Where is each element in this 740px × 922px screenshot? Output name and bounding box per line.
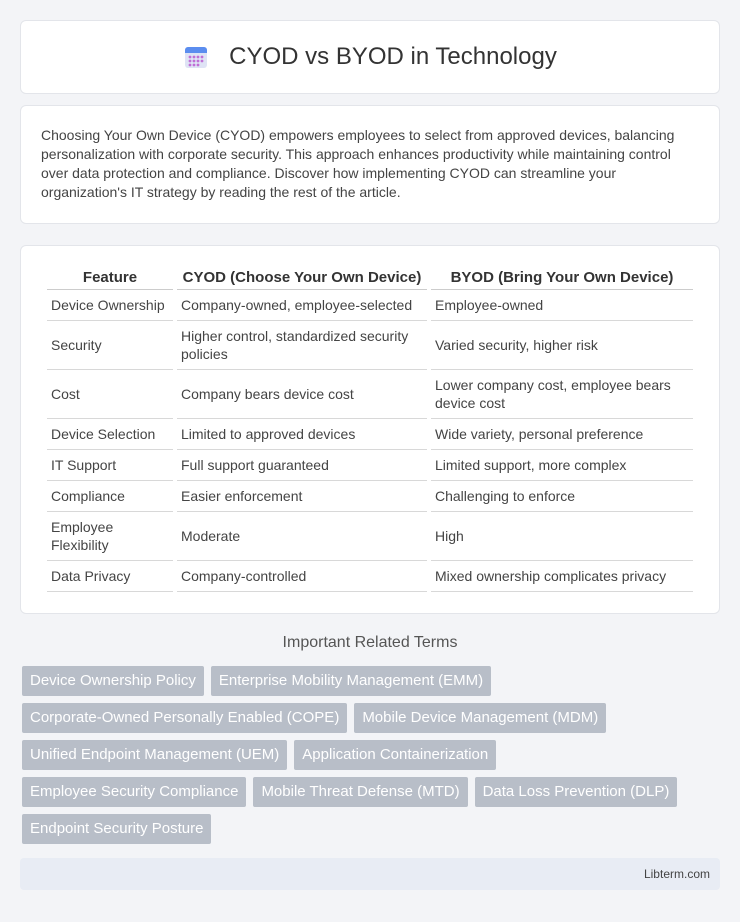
comparison-table bbox=[43, 266, 697, 592]
table-cell: Full support guaranteed bbox=[177, 450, 427, 481]
table-row bbox=[47, 450, 693, 481]
table-cell: Employee-owned bbox=[431, 290, 693, 321]
related-term-tag[interactable]: Corporate-Owned Personally Enabled (COPE) bbox=[22, 703, 347, 733]
table-cell: Company-controlled bbox=[177, 561, 427, 592]
table-cell: Company bears device cost bbox=[177, 370, 427, 419]
intro-text: Choosing Your Own Device (CYOD) empowers employees to select from approved devices, balancing personalization with corporate security. This approach enhances productivity while maintaining control over data protection and compliance. Discover how implementing CYOD can streamline your organization's IT strategy by reading the rest of the article. bbox=[41, 127, 675, 200]
table-cell: Moderate bbox=[177, 512, 427, 561]
table-row bbox=[47, 321, 693, 370]
related-term-tag[interactable]: Enterprise Mobility Management (EMM) bbox=[211, 666, 491, 696]
table-cell: Cost bbox=[47, 370, 173, 419]
table-cell: Wide variety, personal preference bbox=[431, 419, 693, 450]
table-cell: Device Ownership bbox=[47, 290, 173, 321]
related-terms-tags bbox=[22, 666, 722, 844]
related-term-tag[interactable]: Mobile Threat Defense (MTD) bbox=[253, 777, 467, 807]
related-terms-title: Important Related Terms bbox=[282, 634, 458, 651]
comparison-table-card bbox=[20, 245, 720, 614]
table-cell: Varied security, higher risk bbox=[431, 321, 693, 370]
related-term-tag[interactable]: Data Loss Prevention (DLP) bbox=[475, 777, 678, 807]
table-cell: Higher control, standardized security policies bbox=[177, 321, 427, 370]
calendar-icon bbox=[183, 44, 209, 70]
related-term-tag[interactable]: Application Containerization bbox=[294, 740, 496, 770]
column-header-cyod: CYOD (Choose Your Own Device) bbox=[177, 266, 427, 290]
table-cell: Device Selection bbox=[47, 419, 173, 450]
table-cell: Security bbox=[47, 321, 173, 370]
table-cell: Mixed ownership complicates privacy bbox=[431, 561, 693, 592]
page-title: CYOD vs BYOD in Technology bbox=[229, 43, 557, 70]
table-row bbox=[47, 481, 693, 512]
table-row bbox=[47, 561, 693, 592]
table-cell: IT Support bbox=[47, 450, 173, 481]
related-term-tag[interactable]: Endpoint Security Posture bbox=[22, 814, 211, 844]
table-row bbox=[47, 419, 693, 450]
table-row bbox=[47, 290, 693, 321]
column-header-byod: BYOD (Bring Your Own Device) bbox=[431, 266, 693, 290]
header-card bbox=[20, 20, 720, 94]
table-cell: Company-owned, employee-selected bbox=[177, 290, 427, 321]
table-header-row bbox=[47, 266, 693, 290]
table-cell: Easier enforcement bbox=[177, 481, 427, 512]
related-term-tag[interactable]: Device Ownership Policy bbox=[22, 666, 204, 696]
table-row bbox=[47, 370, 693, 419]
table-cell: Data Privacy bbox=[47, 561, 173, 592]
table-cell: Compliance bbox=[47, 481, 173, 512]
table-cell: Lower company cost, employee bears device cost bbox=[431, 370, 693, 419]
intro-card bbox=[20, 105, 720, 224]
table-cell: High bbox=[431, 512, 693, 561]
table-cell: Limited to approved devices bbox=[177, 419, 427, 450]
footer-site-link[interactable]: Libterm.com bbox=[643, 867, 710, 881]
related-term-tag[interactable]: Mobile Device Management (MDM) bbox=[354, 703, 606, 733]
table-cell: Employee Flexibility bbox=[47, 512, 173, 561]
footer bbox=[20, 858, 720, 890]
related-term-tag[interactable]: Employee Security Compliance bbox=[22, 777, 246, 807]
table-cell: Limited support, more complex bbox=[431, 450, 693, 481]
table-row bbox=[47, 512, 693, 561]
related-term-tag[interactable]: Unified Endpoint Management (UEM) bbox=[22, 740, 287, 770]
table-cell: Challenging to enforce bbox=[431, 481, 693, 512]
column-header-feature: Feature bbox=[47, 266, 173, 290]
